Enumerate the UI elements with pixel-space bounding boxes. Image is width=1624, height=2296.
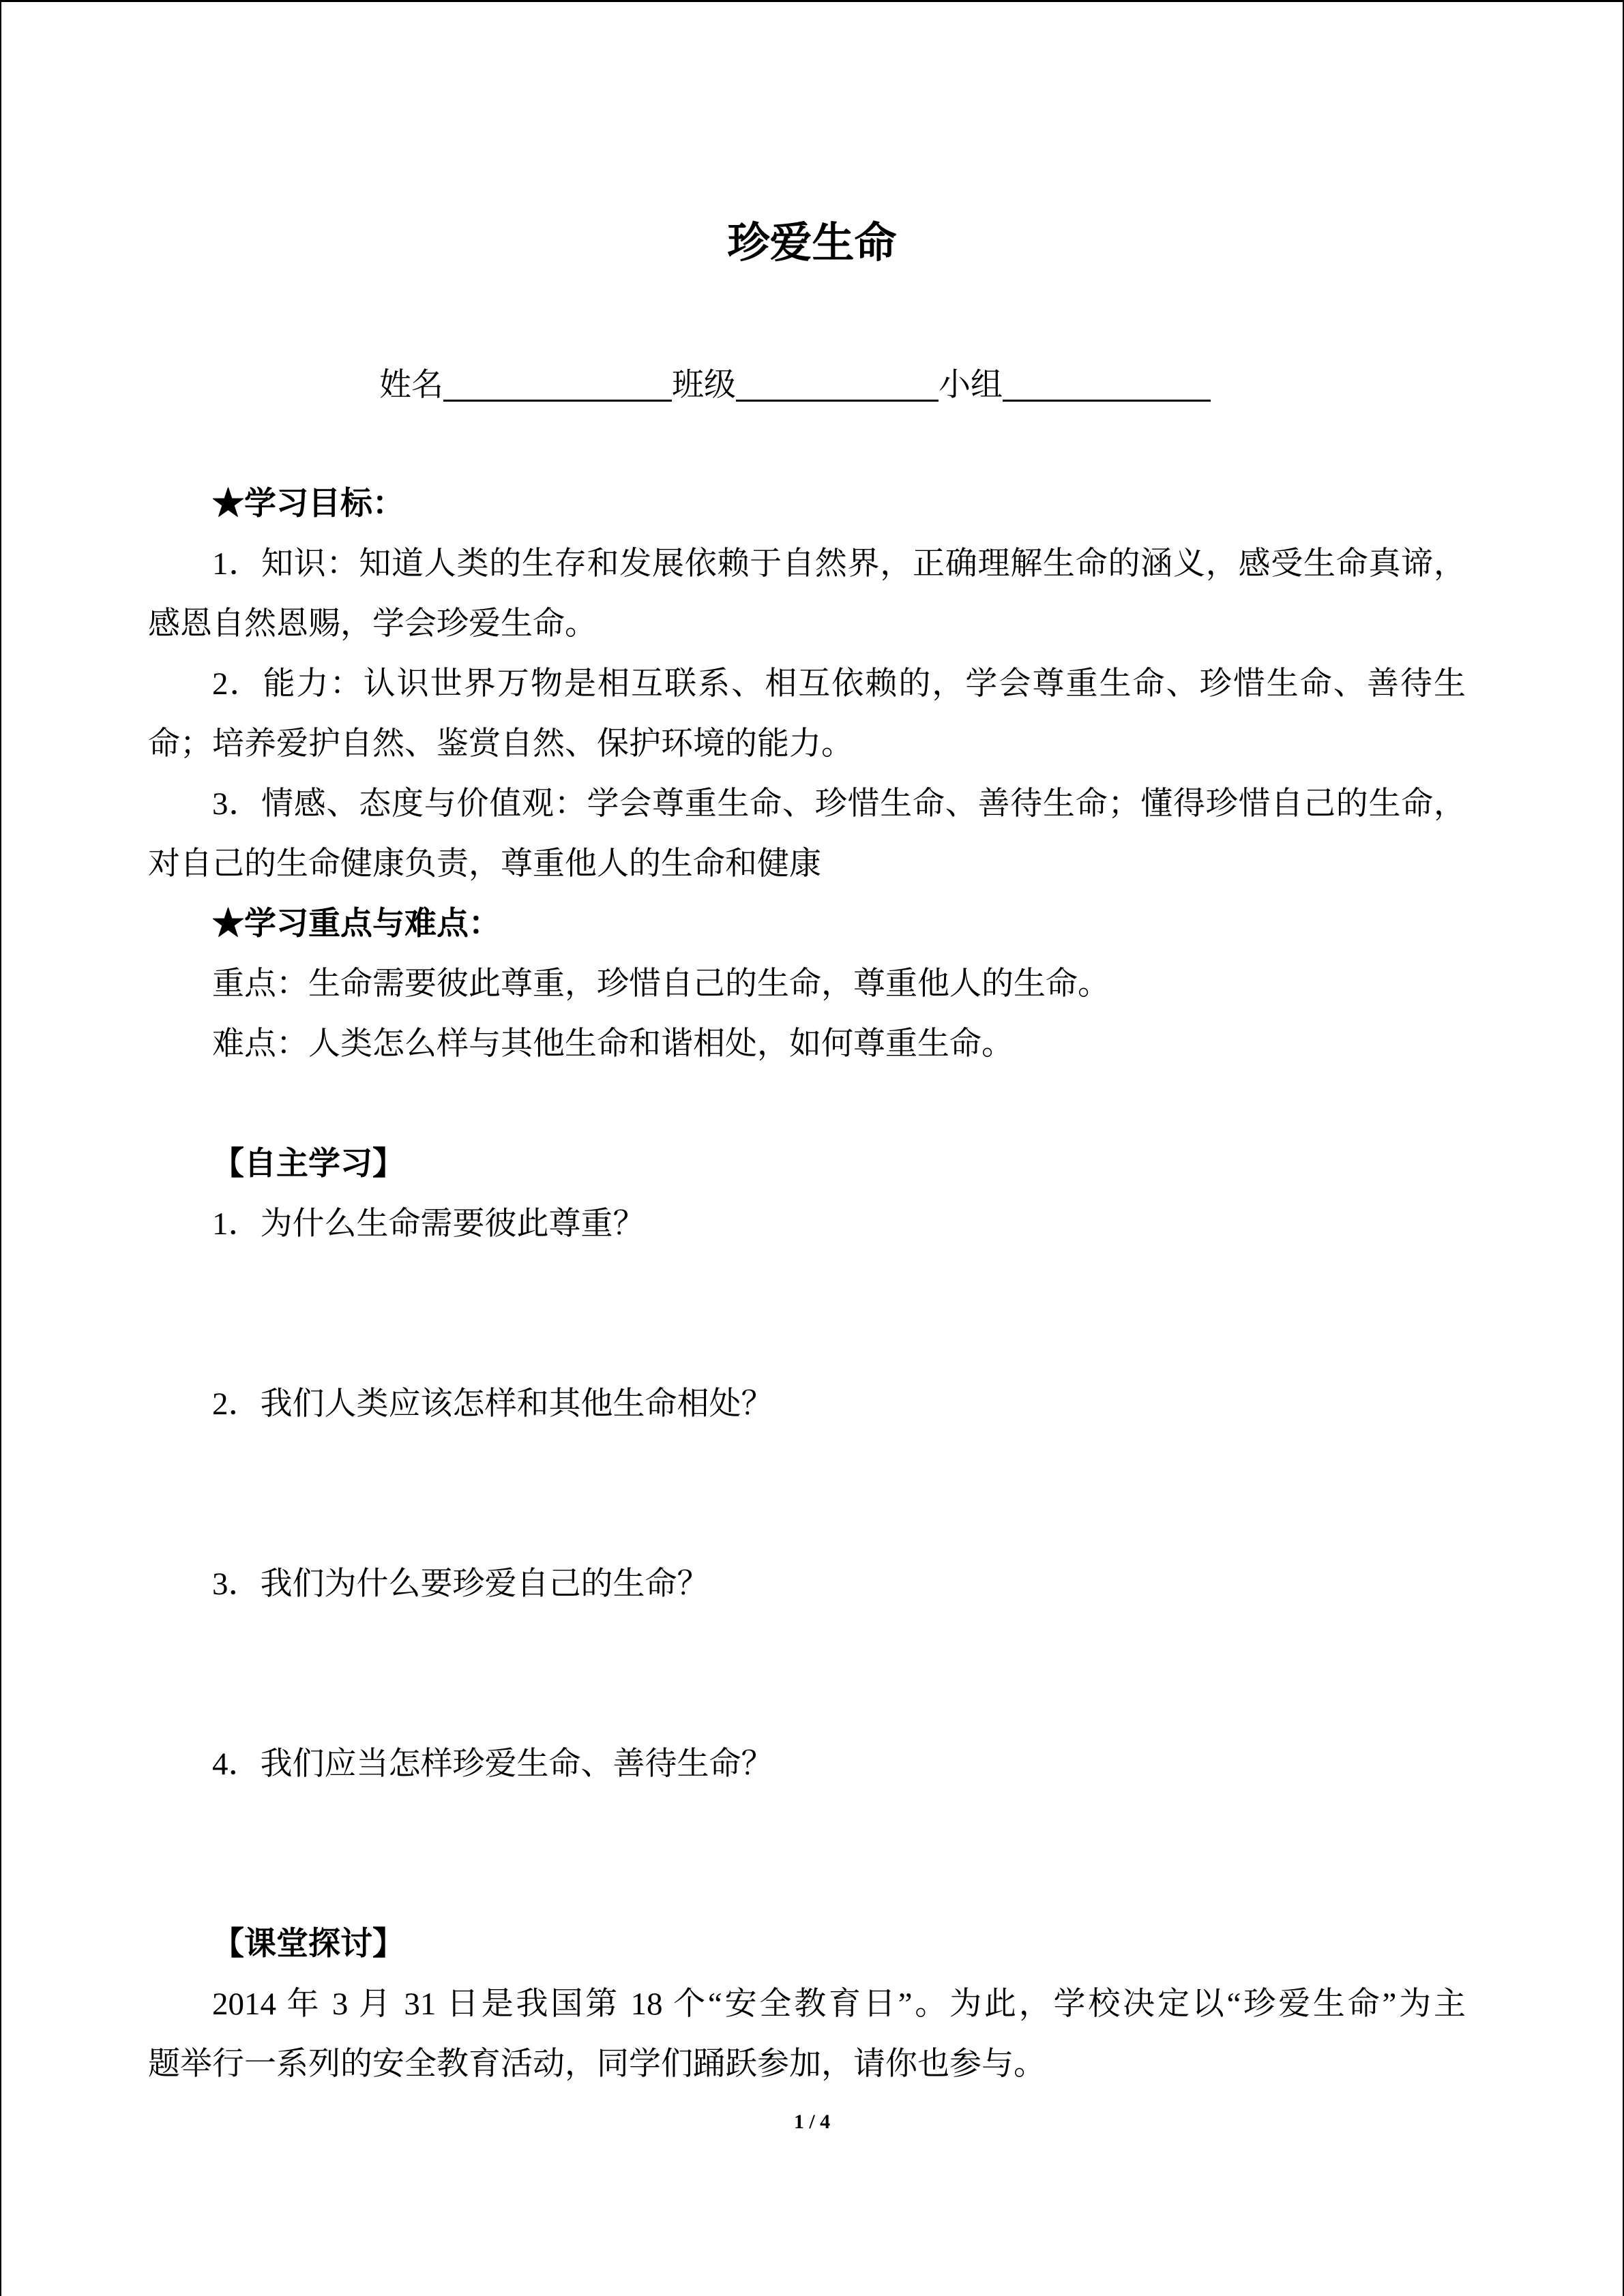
self-study-question: 3．我们为什么要珍爱自己的生命？ [212, 1566, 709, 1602]
self-study-section [148, 1134, 1466, 1794]
self-study-question: 2．我们人类应该怎样和其他生命相处？ [212, 1386, 773, 1422]
class-blank-line [736, 400, 939, 402]
learning-objectives-section [148, 474, 1466, 894]
class-discussion-heading: 【课堂探讨】 [212, 1926, 404, 1962]
name-blank-line [443, 400, 672, 402]
objective-values-line: 对自己的生命健康负责，尊重他人的生命和健康 [148, 846, 821, 882]
objective-values-line: 3．情感、态度与价值观：学会尊重生命、珍惜生命、善待生命；懂得珍惜自己的生命， [212, 786, 1466, 822]
class-discussion-text-line: 2014 年 3 月 31 日是我国第 18 个“安全教育日”。为此，学校决定以“珍爱生命”为主 [212, 1986, 1466, 2022]
learning-objectives-heading: ★学习目标： [212, 486, 404, 522]
group-label: 小组 [939, 368, 1003, 403]
key-point-difficulty: 难点：人类怎么样与其他生命和谐相处，如何尊重生命。 [212, 1026, 1014, 1062]
objective-knowledge-line: 感恩自然恩赐，学会珍爱生命。 [148, 606, 597, 642]
objective-knowledge-line: 1．知识：知道人类的生存和发展依赖于自然界，正确理解生命的涵义，感受生命真谛， [212, 546, 1466, 582]
class-discussion-text-line: 题举行一系列的安全教育活动，同学们踊跃参加，请你也参与。 [148, 2046, 1046, 2082]
document-title: 珍爱生命 [727, 220, 897, 267]
self-study-question: 1．为什么生命需要彼此尊重？ [212, 1206, 645, 1242]
key-point-focus: 重点：生命需要彼此尊重，珍惜自己的生命，尊重他人的生命。 [212, 966, 1110, 1002]
key-points-section [148, 894, 1466, 1074]
objective-ability-line: 命；培养爱护自然、鉴赏自然、保护环境的能力。 [148, 726, 853, 762]
class-label: 班级 [672, 368, 736, 403]
key-points-heading: ★学习重点与难点： [212, 906, 501, 942]
name-label: 姓名 [379, 368, 443, 403]
self-study-question: 4．我们应当怎样珍爱生命、善待生命？ [212, 1746, 773, 1782]
self-study-heading: 【自主学习】 [212, 1146, 404, 1182]
document-body [148, 474, 1466, 2094]
student-info-row [379, 355, 1211, 415]
objective-ability-line: 2．能力：认识世界万物是相互联系、相互依赖的，学会尊重生命、珍惜生命、善待生 [212, 666, 1466, 702]
group-blank-line [1003, 400, 1211, 402]
page-number: 1 / 4 [793, 2111, 831, 2133]
class-discussion-section [148, 1914, 1466, 2094]
